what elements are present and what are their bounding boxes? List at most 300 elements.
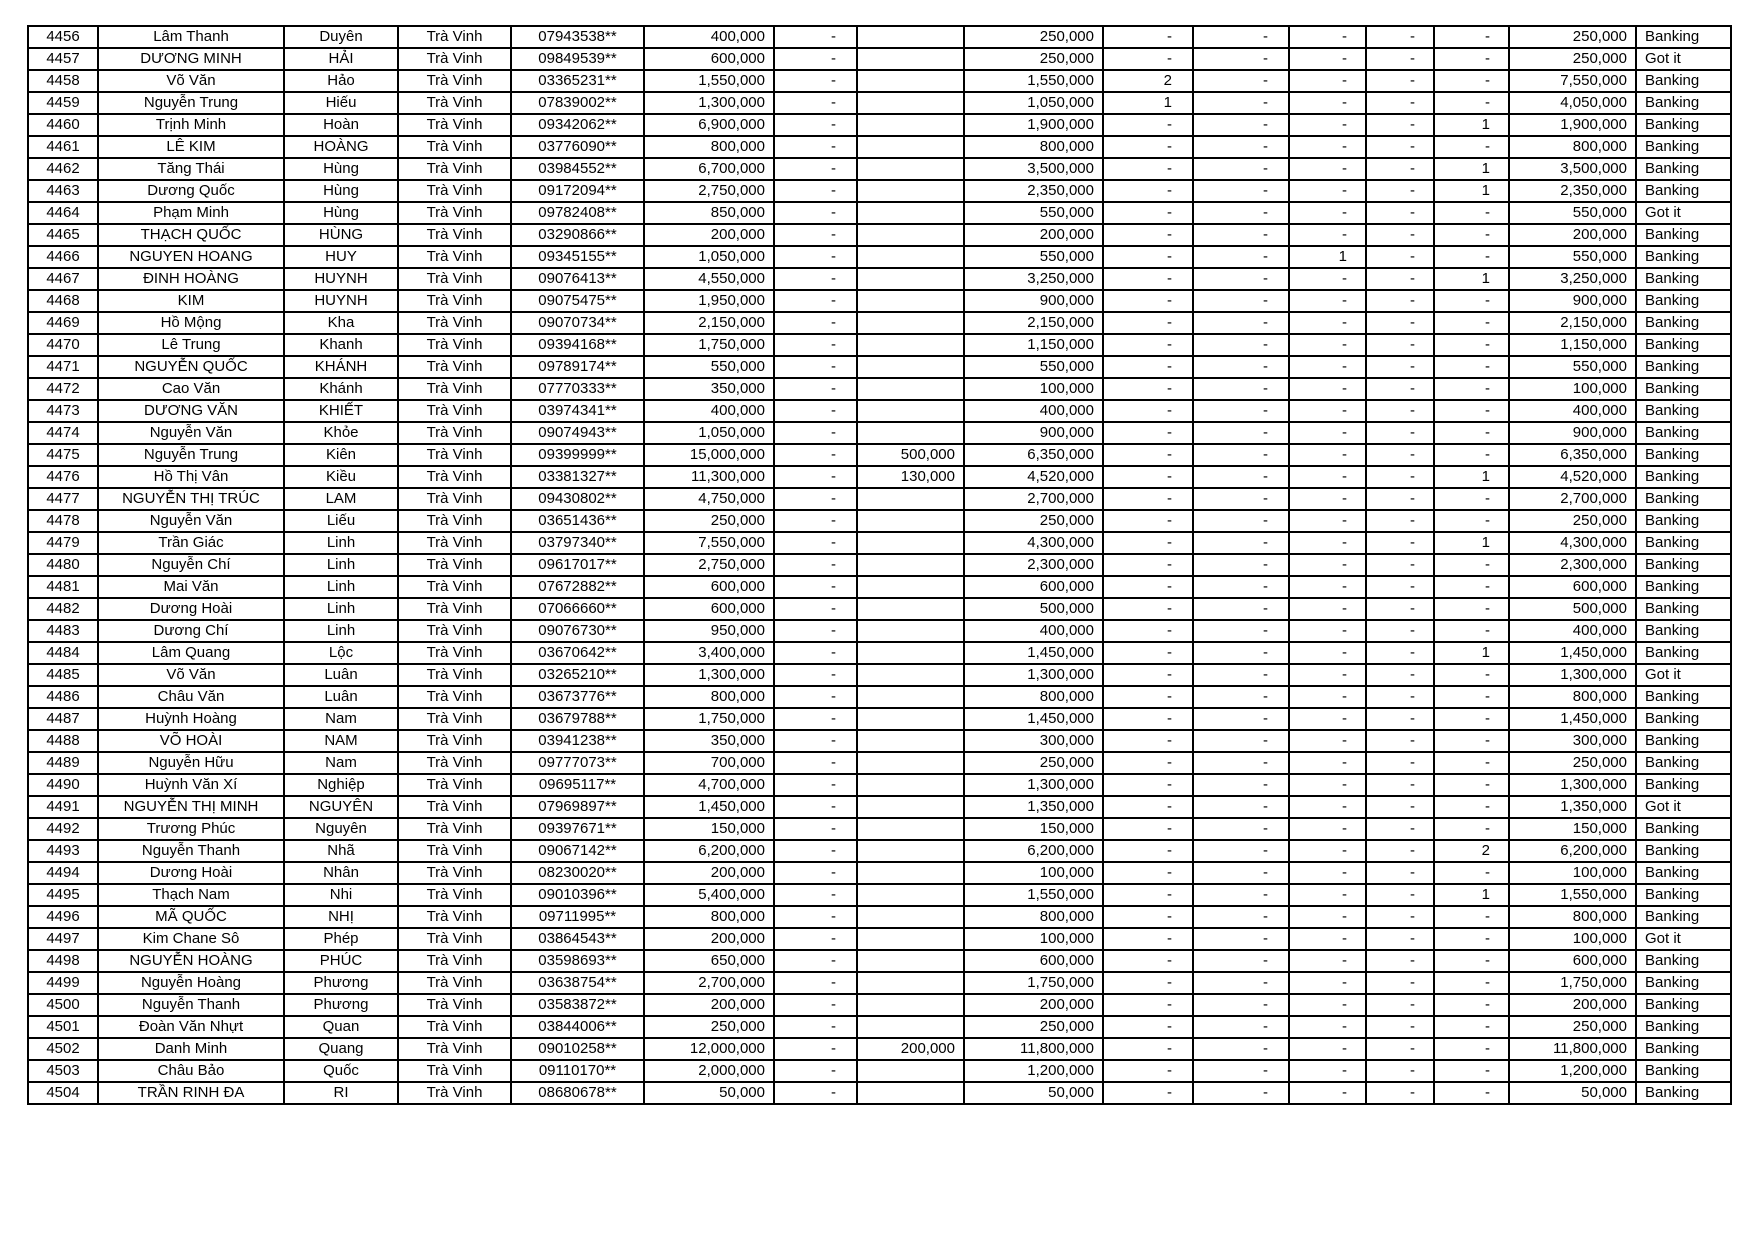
- cell-phone: 03638754**: [511, 972, 644, 994]
- cell-first_name: Mai Văn: [98, 576, 284, 598]
- cell-amount_2: 1,550,000: [964, 884, 1103, 906]
- cell-first_name: ĐINH HOÀNG: [98, 268, 284, 290]
- cell-last_name: NGUYÊN: [284, 796, 398, 818]
- cell-col_2: -: [1193, 818, 1289, 840]
- cell-last_name: Phép: [284, 928, 398, 950]
- cell-col_4: -: [1366, 114, 1434, 136]
- cell-phone: 07770333**: [511, 378, 644, 400]
- cell-amount_2: 250,000: [964, 1016, 1103, 1038]
- cell-amount_final: 400,000: [1509, 620, 1636, 642]
- cell-amount_1: 12,000,000: [644, 1038, 774, 1060]
- cell-status: Banking: [1636, 488, 1731, 510]
- cell-amount_final: 3,500,000: [1509, 158, 1636, 180]
- cell-status: Banking: [1636, 334, 1731, 356]
- cell-amount_2: 1,350,000: [964, 796, 1103, 818]
- cell-col_4: -: [1366, 488, 1434, 510]
- cell-phone: 03381327**: [511, 466, 644, 488]
- cell-extra_amount: 500,000: [857, 444, 964, 466]
- cell-last_name: Nhã: [284, 840, 398, 862]
- cell-col_3: -: [1289, 356, 1366, 378]
- cell-amount_final: 1,300,000: [1509, 664, 1636, 686]
- cell-dash: -: [774, 708, 857, 730]
- cell-col_5: 1: [1434, 158, 1509, 180]
- cell-amount_final: 600,000: [1509, 576, 1636, 598]
- cell-extra_amount: [857, 642, 964, 664]
- cell-province: Trà Vinh: [398, 224, 511, 246]
- cell-extra_amount: [857, 532, 964, 554]
- cell-last_name: Nguyên: [284, 818, 398, 840]
- cell-col_4: -: [1366, 1060, 1434, 1082]
- cell-amount_2: 500,000: [964, 598, 1103, 620]
- cell-last_name: RI: [284, 1082, 398, 1104]
- cell-amount_final: 2,350,000: [1509, 180, 1636, 202]
- cell-col_2: -: [1193, 972, 1289, 994]
- cell-extra_amount: [857, 862, 964, 884]
- cell-last_name: HÙNG: [284, 224, 398, 246]
- cell-col_4: -: [1366, 224, 1434, 246]
- table-row: [28, 554, 1731, 576]
- cell-last_name: Luân: [284, 686, 398, 708]
- cell-col_4: -: [1366, 1038, 1434, 1060]
- cell-col_2: -: [1193, 554, 1289, 576]
- cell-col_4: -: [1366, 840, 1434, 862]
- cell-status: Banking: [1636, 906, 1731, 928]
- cell-dash: -: [774, 378, 857, 400]
- cell-first_name: Đoàn Văn Nhựt: [98, 1016, 284, 1038]
- table-row: [28, 158, 1731, 180]
- cell-amount_1: 7,550,000: [644, 532, 774, 554]
- cell-amount_2: 800,000: [964, 686, 1103, 708]
- cell-id: 4477: [28, 488, 98, 510]
- cell-amount_final: 4,300,000: [1509, 532, 1636, 554]
- cell-amount_2: 1,150,000: [964, 334, 1103, 356]
- cell-amount_1: 400,000: [644, 26, 774, 48]
- cell-col_1: -: [1103, 136, 1193, 158]
- cell-status: Banking: [1636, 620, 1731, 642]
- cell-last_name: HUYNH: [284, 290, 398, 312]
- cell-first_name: Dương Quốc: [98, 180, 284, 202]
- cell-col_3: -: [1289, 1016, 1366, 1038]
- cell-amount_final: 7,550,000: [1509, 70, 1636, 92]
- cell-status: Banking: [1636, 884, 1731, 906]
- table-row: [28, 972, 1731, 994]
- cell-last_name: PHÚC: [284, 950, 398, 972]
- cell-province: Trà Vinh: [398, 136, 511, 158]
- cell-col_2: -: [1193, 488, 1289, 510]
- cell-dash: -: [774, 752, 857, 774]
- cell-col_3: -: [1289, 114, 1366, 136]
- cell-id: 4458: [28, 70, 98, 92]
- cell-dash: -: [774, 1060, 857, 1082]
- cell-province: Trà Vinh: [398, 92, 511, 114]
- cell-col_3: -: [1289, 136, 1366, 158]
- cell-first_name: Nguyễn Hoàng: [98, 972, 284, 994]
- cell-first_name: NGUYEN HOANG: [98, 246, 284, 268]
- cell-amount_1: 2,750,000: [644, 554, 774, 576]
- cell-amount_1: 15,000,000: [644, 444, 774, 466]
- cell-amount_final: 4,050,000: [1509, 92, 1636, 114]
- cell-col_2: -: [1193, 268, 1289, 290]
- cell-col_5: -: [1434, 1016, 1509, 1038]
- cell-col_5: 1: [1434, 268, 1509, 290]
- cell-col_4: -: [1366, 796, 1434, 818]
- cell-status: Got it: [1636, 928, 1731, 950]
- cell-id: 4493: [28, 840, 98, 862]
- cell-dash: -: [774, 290, 857, 312]
- cell-first_name: MÃ QUỐC: [98, 906, 284, 928]
- table-row: [28, 1038, 1731, 1060]
- cell-col_4: -: [1366, 180, 1434, 202]
- cell-amount_final: 900,000: [1509, 290, 1636, 312]
- cell-amount_1: 800,000: [644, 136, 774, 158]
- cell-amount_1: 2,750,000: [644, 180, 774, 202]
- cell-last_name: Kiều: [284, 466, 398, 488]
- cell-amount_final: 800,000: [1509, 136, 1636, 158]
- cell-col_1: -: [1103, 928, 1193, 950]
- cell-first_name: TRẦN RINH ĐA: [98, 1082, 284, 1104]
- cell-extra_amount: [857, 928, 964, 950]
- cell-first_name: Nguyễn Văn: [98, 422, 284, 444]
- cell-extra_amount: [857, 730, 964, 752]
- cell-status: Banking: [1636, 92, 1731, 114]
- cell-amount_1: 1,300,000: [644, 92, 774, 114]
- cell-col_4: -: [1366, 950, 1434, 972]
- cell-last_name: Linh: [284, 554, 398, 576]
- cell-col_5: -: [1434, 246, 1509, 268]
- table-row: [28, 400, 1731, 422]
- cell-first_name: Nguyễn Hữu: [98, 752, 284, 774]
- cell-amount_1: 6,200,000: [644, 840, 774, 862]
- cell-dash: -: [774, 400, 857, 422]
- cell-amount_2: 550,000: [964, 202, 1103, 224]
- cell-id: 4501: [28, 1016, 98, 1038]
- table-row: [28, 950, 1731, 972]
- cell-first_name: Thạch Nam: [98, 884, 284, 906]
- cell-province: Trà Vinh: [398, 290, 511, 312]
- cell-col_2: -: [1193, 180, 1289, 202]
- cell-extra_amount: [857, 708, 964, 730]
- cell-col_2: -: [1193, 994, 1289, 1016]
- cell-status: Banking: [1636, 1060, 1731, 1082]
- table-row: [28, 290, 1731, 312]
- cell-amount_2: 250,000: [964, 510, 1103, 532]
- cell-amount_final: 550,000: [1509, 246, 1636, 268]
- cell-col_1: -: [1103, 268, 1193, 290]
- cell-id: 4485: [28, 664, 98, 686]
- cell-extra_amount: [857, 818, 964, 840]
- cell-extra_amount: [857, 1082, 964, 1104]
- cell-first_name: DƯƠNG MINH: [98, 48, 284, 70]
- cell-dash: -: [774, 1038, 857, 1060]
- cell-id: 4471: [28, 356, 98, 378]
- cell-col_2: -: [1193, 620, 1289, 642]
- cell-col_4: -: [1366, 246, 1434, 268]
- cell-last_name: Nam: [284, 708, 398, 730]
- table-row: [28, 774, 1731, 796]
- cell-amount_1: 5,400,000: [644, 884, 774, 906]
- cell-amount_1: 600,000: [644, 598, 774, 620]
- cell-extra_amount: [857, 576, 964, 598]
- cell-phone: 09397671**: [511, 818, 644, 840]
- cell-col_4: -: [1366, 422, 1434, 444]
- cell-id: 4469: [28, 312, 98, 334]
- cell-amount_1: 250,000: [644, 510, 774, 532]
- cell-last_name: Lộc: [284, 642, 398, 664]
- cell-status: Banking: [1636, 730, 1731, 752]
- cell-col_4: -: [1366, 202, 1434, 224]
- cell-extra_amount: [857, 70, 964, 92]
- table-row: [28, 224, 1731, 246]
- cell-col_3: -: [1289, 1082, 1366, 1104]
- cell-amount_2: 1,450,000: [964, 642, 1103, 664]
- cell-last_name: Hùng: [284, 202, 398, 224]
- cell-phone: 09430802**: [511, 488, 644, 510]
- cell-province: Trà Vinh: [398, 510, 511, 532]
- cell-amount_1: 150,000: [644, 818, 774, 840]
- table-row: [28, 422, 1731, 444]
- cell-amount_2: 1,750,000: [964, 972, 1103, 994]
- table-row: [28, 488, 1731, 510]
- cell-amount_final: 1,450,000: [1509, 642, 1636, 664]
- cell-col_1: -: [1103, 532, 1193, 554]
- cell-province: Trà Vinh: [398, 1038, 511, 1060]
- cell-amount_2: 2,150,000: [964, 312, 1103, 334]
- cell-col_1: -: [1103, 466, 1193, 488]
- cell-col_1: -: [1103, 708, 1193, 730]
- cell-amount_1: 1,750,000: [644, 334, 774, 356]
- cell-col_3: 1: [1289, 246, 1366, 268]
- cell-col_5: -: [1434, 290, 1509, 312]
- cell-extra_amount: [857, 840, 964, 862]
- cell-amount_2: 600,000: [964, 576, 1103, 598]
- cell-first_name: Hồ Thị Vân: [98, 466, 284, 488]
- cell-col_5: -: [1434, 774, 1509, 796]
- cell-amount_1: 700,000: [644, 752, 774, 774]
- cell-amount_1: 350,000: [644, 730, 774, 752]
- table-row: [28, 48, 1731, 70]
- cell-col_4: -: [1366, 48, 1434, 70]
- cell-phone: 09342062**: [511, 114, 644, 136]
- cell-amount_1: 6,900,000: [644, 114, 774, 136]
- cell-extra_amount: [857, 180, 964, 202]
- cell-extra_amount: 200,000: [857, 1038, 964, 1060]
- cell-dash: -: [774, 796, 857, 818]
- cell-col_1: -: [1103, 246, 1193, 268]
- cell-province: Trà Vinh: [398, 1082, 511, 1104]
- cell-dash: -: [774, 510, 857, 532]
- cell-col_5: -: [1434, 620, 1509, 642]
- cell-col_2: -: [1193, 92, 1289, 114]
- cell-dash: -: [774, 422, 857, 444]
- cell-first_name: Nguyễn Thanh: [98, 994, 284, 1016]
- cell-col_4: -: [1366, 532, 1434, 554]
- cell-province: Trà Vinh: [398, 972, 511, 994]
- cell-province: Trà Vinh: [398, 620, 511, 642]
- cell-col_4: -: [1366, 92, 1434, 114]
- cell-col_1: 2: [1103, 70, 1193, 92]
- cell-col_3: -: [1289, 48, 1366, 70]
- cell-extra_amount: [857, 598, 964, 620]
- cell-col_5: 1: [1434, 466, 1509, 488]
- cell-col_3: -: [1289, 532, 1366, 554]
- cell-last_name: NAM: [284, 730, 398, 752]
- cell-amount_1: 200,000: [644, 928, 774, 950]
- cell-phone: 09777073**: [511, 752, 644, 774]
- cell-col_3: -: [1289, 422, 1366, 444]
- cell-phone: 03290866**: [511, 224, 644, 246]
- cell-last_name: Nhi: [284, 884, 398, 906]
- cell-first_name: LÊ KIM: [98, 136, 284, 158]
- cell-status: Banking: [1636, 510, 1731, 532]
- cell-amount_1: 250,000: [644, 1016, 774, 1038]
- cell-last_name: Quang: [284, 1038, 398, 1060]
- cell-col_2: -: [1193, 466, 1289, 488]
- cell-amount_1: 800,000: [644, 686, 774, 708]
- cell-phone: 03844006**: [511, 1016, 644, 1038]
- cell-status: Banking: [1636, 312, 1731, 334]
- cell-phone: 07943538**: [511, 26, 644, 48]
- cell-phone: 03941238**: [511, 730, 644, 752]
- cell-amount_final: 6,350,000: [1509, 444, 1636, 466]
- cell-col_5: -: [1434, 378, 1509, 400]
- cell-col_3: -: [1289, 334, 1366, 356]
- cell-extra_amount: [857, 378, 964, 400]
- cell-col_1: -: [1103, 158, 1193, 180]
- cell-province: Trà Vinh: [398, 312, 511, 334]
- cell-dash: -: [774, 1016, 857, 1038]
- cell-col_5: -: [1434, 554, 1509, 576]
- cell-amount_final: 2,700,000: [1509, 488, 1636, 510]
- cell-amount_2: 6,350,000: [964, 444, 1103, 466]
- cell-col_5: -: [1434, 1038, 1509, 1060]
- cell-amount_2: 2,300,000: [964, 554, 1103, 576]
- cell-last_name: Luân: [284, 664, 398, 686]
- cell-dash: -: [774, 554, 857, 576]
- cell-col_5: -: [1434, 26, 1509, 48]
- cell-col_5: -: [1434, 510, 1509, 532]
- cell-extra_amount: [857, 664, 964, 686]
- cell-col_2: -: [1193, 246, 1289, 268]
- cell-col_4: -: [1366, 444, 1434, 466]
- cell-col_2: -: [1193, 598, 1289, 620]
- cell-col_4: -: [1366, 818, 1434, 840]
- cell-phone: 09067142**: [511, 840, 644, 862]
- cell-col_3: -: [1289, 26, 1366, 48]
- cell-dash: -: [774, 246, 857, 268]
- cell-status: Banking: [1636, 840, 1731, 862]
- cell-last_name: Liếu: [284, 510, 398, 532]
- cell-amount_final: 250,000: [1509, 752, 1636, 774]
- cell-amount_1: 950,000: [644, 620, 774, 642]
- cell-province: Trà Vinh: [398, 400, 511, 422]
- cell-amount_2: 900,000: [964, 422, 1103, 444]
- cell-col_5: 1: [1434, 180, 1509, 202]
- cell-dash: -: [774, 774, 857, 796]
- table-row: [28, 202, 1731, 224]
- cell-amount_final: 50,000: [1509, 1082, 1636, 1104]
- cell-amount_2: 900,000: [964, 290, 1103, 312]
- cell-dash: -: [774, 26, 857, 48]
- table-row: [28, 70, 1731, 92]
- cell-col_3: -: [1289, 906, 1366, 928]
- cell-province: Trà Vinh: [398, 576, 511, 598]
- cell-status: Banking: [1636, 950, 1731, 972]
- cell-first_name: Châu Bảo: [98, 1060, 284, 1082]
- cell-col_5: 1: [1434, 884, 1509, 906]
- cell-col_2: -: [1193, 1038, 1289, 1060]
- cell-phone: 09075475**: [511, 290, 644, 312]
- cell-dash: -: [774, 158, 857, 180]
- cell-phone: 09076730**: [511, 620, 644, 642]
- cell-amount_2: 250,000: [964, 26, 1103, 48]
- cell-id: 4475: [28, 444, 98, 466]
- cell-status: Banking: [1636, 532, 1731, 554]
- table-row: [28, 532, 1731, 554]
- cell-col_1: -: [1103, 620, 1193, 642]
- cell-amount_final: 200,000: [1509, 994, 1636, 1016]
- cell-col_2: -: [1193, 510, 1289, 532]
- cell-col_3: -: [1289, 818, 1366, 840]
- cell-col_4: -: [1366, 576, 1434, 598]
- cell-amount_1: 350,000: [644, 378, 774, 400]
- cell-last_name: HOÀNG: [284, 136, 398, 158]
- table-row: [28, 26, 1731, 48]
- cell-province: Trà Vinh: [398, 796, 511, 818]
- cell-amount_2: 200,000: [964, 224, 1103, 246]
- cell-dash: -: [774, 444, 857, 466]
- cell-amount_final: 250,000: [1509, 1016, 1636, 1038]
- cell-col_1: -: [1103, 356, 1193, 378]
- cell-col_5: -: [1434, 92, 1509, 114]
- cell-col_1: -: [1103, 378, 1193, 400]
- cell-col_4: -: [1366, 1082, 1434, 1104]
- cell-phone: 09010396**: [511, 884, 644, 906]
- cell-col_3: -: [1289, 730, 1366, 752]
- cell-col_2: -: [1193, 334, 1289, 356]
- table-row: [28, 1060, 1731, 1082]
- spreadsheet-page: [27, 25, 1732, 1105]
- cell-phone: 07839002**: [511, 92, 644, 114]
- cell-dash: -: [774, 686, 857, 708]
- cell-col_4: -: [1366, 554, 1434, 576]
- cell-col_4: -: [1366, 510, 1434, 532]
- cell-status: Banking: [1636, 972, 1731, 994]
- cell-amount_2: 1,550,000: [964, 70, 1103, 92]
- cell-status: Banking: [1636, 246, 1731, 268]
- cell-col_5: -: [1434, 796, 1509, 818]
- cell-amount_1: 200,000: [644, 994, 774, 1016]
- cell-col_3: -: [1289, 444, 1366, 466]
- cell-phone: 08230020**: [511, 862, 644, 884]
- cell-id: 4503: [28, 1060, 98, 1082]
- cell-col_1: -: [1103, 1038, 1193, 1060]
- cell-last_name: Kha: [284, 312, 398, 334]
- cell-extra_amount: [857, 356, 964, 378]
- cell-extra_amount: [857, 224, 964, 246]
- cell-col_2: -: [1193, 136, 1289, 158]
- cell-last_name: HẢI: [284, 48, 398, 70]
- table-row: [28, 576, 1731, 598]
- cell-col_3: -: [1289, 796, 1366, 818]
- cell-province: Trà Vinh: [398, 466, 511, 488]
- cell-col_2: -: [1193, 202, 1289, 224]
- cell-col_4: -: [1366, 334, 1434, 356]
- cell-amount_final: 500,000: [1509, 598, 1636, 620]
- cell-col_3: -: [1289, 972, 1366, 994]
- cell-extra_amount: [857, 48, 964, 70]
- cell-col_4: -: [1366, 730, 1434, 752]
- cell-first_name: Phạm Minh: [98, 202, 284, 224]
